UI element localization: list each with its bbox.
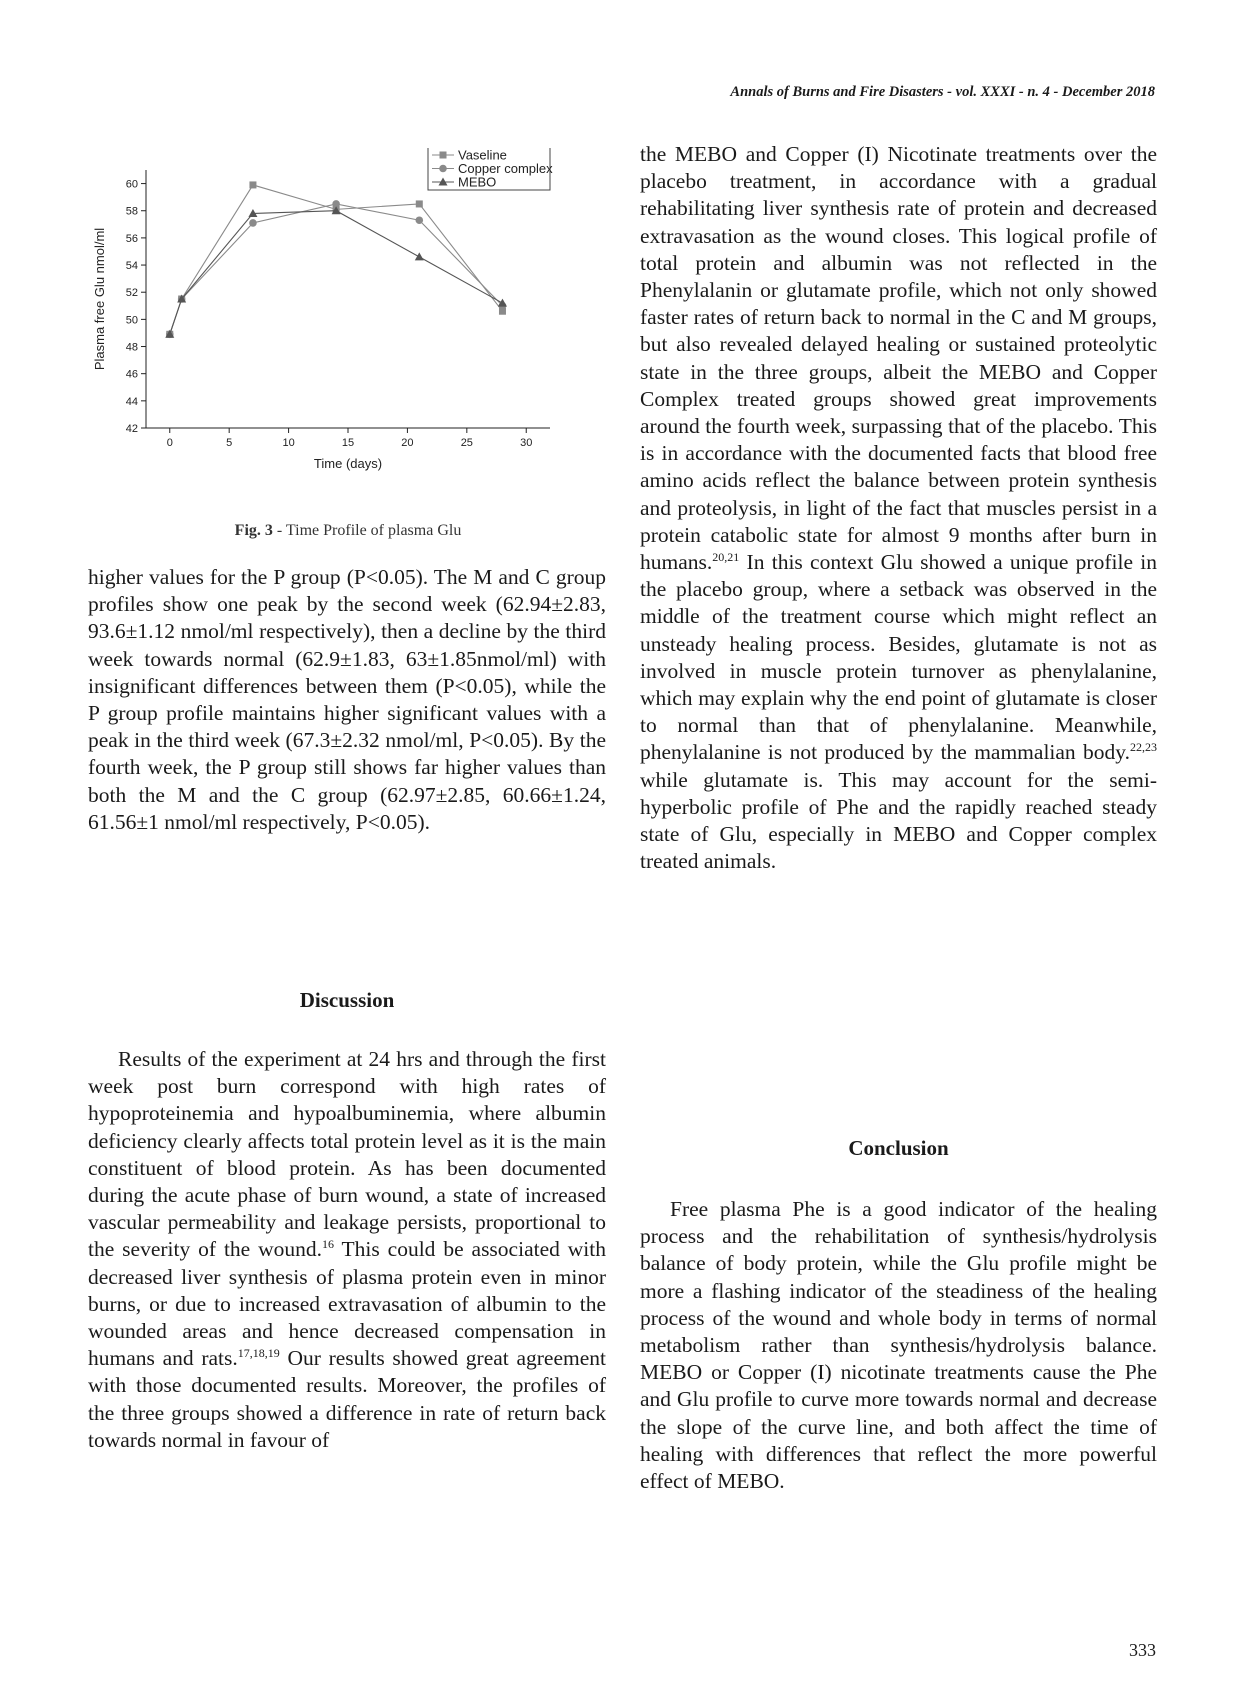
chart-series <box>165 181 507 338</box>
x-axis-title: Time (days) <box>313 456 383 471</box>
legend-entry: MEBO <box>458 174 497 190</box>
y-tick-label: 58 <box>125 205 138 218</box>
page-number: 333 <box>1129 1640 1156 1660</box>
glu-line-chart <box>88 148 608 518</box>
x-tick-label: 20 <box>401 437 414 449</box>
y-tick-label: 52 <box>125 287 138 300</box>
legend-marker <box>439 165 447 173</box>
x-tick-label: 10 <box>282 437 295 449</box>
discussion-text-d: the MEBO and Copper (I) Nicotinate treatments over the placebo treatment, in accordance with a gradual rehabilitating liver synthesis rate of protein and decreased extravasation as the wound closes. This logical profile of total protein and albumin was not reflected in the Phenylalanin or glutamate profile, which not only showed faster rates of return back to normal in the C and M groups, but also revealed delayed healing or sustained proteolytic state in the three groups, albeit the MEBO and Copper Complex treated groups showed great improvements around the fourth week, surpassing that of the placebo. This is in accordance with the documented facts that blood free amino acids reflect the balance between protein synthesis and proteolysis, in light of the fact that muscles persist in a protein catabolic state for almost 9 months after burn in humans. <box>640 142 1157 575</box>
figure-glu-time-profile <box>88 148 608 518</box>
y-tick-label: 54 <box>125 260 138 273</box>
series-copper-complex <box>166 200 506 338</box>
discussion-heading: Discussion <box>299 988 395 1012</box>
x-tick-label: 30 <box>520 437 533 449</box>
y-tick-label: 60 <box>125 178 138 191</box>
x-tick-label: 15 <box>341 437 355 449</box>
y-tick-label: 46 <box>125 368 138 381</box>
journal-header: Annals of Burns and Fire Disasters - vol. XXXI - n. 4 - December 2018 <box>730 84 1155 100</box>
reference-16: 16 <box>322 1237 335 1252</box>
x-tick-label: 5 <box>226 437 233 449</box>
conclusion-column <box>640 1196 1157 1495</box>
x-tick-label: 0 <box>166 437 173 449</box>
chart-legend <box>428 148 553 190</box>
y-tick-label: 44 <box>125 395 138 408</box>
y-tick-label: 50 <box>125 314 138 327</box>
legend-marker <box>440 152 447 159</box>
discussion-right-column <box>640 141 1157 875</box>
discussion-paragraph-continued <box>640 141 1157 875</box>
chart-axes <box>92 170 550 471</box>
discussion-left-column <box>88 1046 606 1454</box>
results-paragraph: higher values for the P group (P<0.05). The M and C group profiles show one peak by the second week (62.94±2.83, 93.6±1.12 nmol/ml respectively), then a decline by the third week towards normal (62.9±1.83, 63±1.85nmol/ml) with insignificant differences between them (P<0.05), while the P group profile maintains higher significant values with a peak in the third week (67.3±2.32 nmol/ml, P<0.05). By the fourth week, the P group still shows far higher values than both the M and the C group (62.97±2.85, 60.66±1.24, 61.56±1 nmol/ml respectively, P<0.05). <box>88 565 606 834</box>
figure-caption-label: Fig. 3 <box>234 522 273 539</box>
series-line <box>170 204 503 334</box>
reference-22-23: 22,23 <box>1130 740 1157 755</box>
reference-17-19: 17,18,19 <box>237 1346 280 1361</box>
discussion-text-e: In this context Glu showed a unique profile in the placebo group, where a setback was observed in the middle of the treatment course which might reflect an unsteady healing process. Besides, glutamate is not as involved in muscle protein turnover as phenylalanine, which may explain why the end point of glutamate is closer to normal than that of phenylalanine. Meanwhile, phenylalanine is not produced by the mammalian body. <box>640 550 1157 765</box>
figure-caption-text: - Time Profile of plasma Glu <box>272 522 462 539</box>
legend-entry: Copper complex <box>458 161 553 176</box>
data-point <box>415 216 423 224</box>
figure-caption <box>88 522 608 540</box>
conclusion-heading: Conclusion <box>848 1136 949 1160</box>
data-point <box>415 252 424 260</box>
series-line <box>170 211 503 335</box>
reference-20-21: 20,21 <box>712 549 740 564</box>
results-continued-paragraph <box>88 564 606 836</box>
discussion-text-a: Results of the experiment at 24 hrs and through the first week post burn correspond with high rates of hypoproteinemia and hypoalbuminemia, where albumin deficiency clearly affects total protein level as it is the main constituent of blood protein. As has been documented during the acute phase of burn wound, a state of increased vascular permeability and leakage persists, proportional to the severity of the wound. <box>88 1047 606 1262</box>
discussion-text-b: This could be associated with decreased liver synthesis of plasma protein even in minor burns, or due to increased extravasation of albumin to the wounded areas and hence decreased compensation in humans and rats. <box>88 1237 606 1371</box>
conclusion-paragraph: Free plasma Phe is a good indicator of the healing process and the rehabilitation of synthesis/hydrolysis balance of body protein, while the Glu profile might be more a flashing indicator of the steadiness of the healing process of the wound and whole body in terms of normal metabolism rather than synthesis/hydrolysis balance. MEBO or Copper (I) nicotinate treatments cause the Phe and Glu profile to curve more towards normal and decrease the slope of the curve line, and both affect the time of healing with differences that reflect the more powerful effect of MEBO. <box>640 1197 1157 1494</box>
data-point <box>416 200 423 207</box>
y-axis-title: Plasma free Glu nmol/ml <box>92 227 107 371</box>
data-point <box>249 219 257 227</box>
y-tick-label: 56 <box>125 232 138 245</box>
discussion-text-f: while glutamate is. This may account for the semi-hyperbolic profile of Phe and the rapidly reached steady state of Glu, especially in MEBO and Copper complex treated animals. <box>640 767 1157 874</box>
data-point <box>249 181 256 188</box>
legend-entry: Vaseline <box>458 148 507 163</box>
y-tick-label: 42 <box>125 423 138 435</box>
series-mebo <box>165 206 507 338</box>
y-tick-label: 48 <box>125 341 138 354</box>
discussion-text-c: Our results showed great agreement with those documented results. Moreover, the profiles of the three groups showed a difference in rate of return back towards normal in favour of <box>88 1346 606 1452</box>
x-tick-label: 25 <box>460 437 473 449</box>
discussion-paragraph-1 <box>88 1046 606 1454</box>
